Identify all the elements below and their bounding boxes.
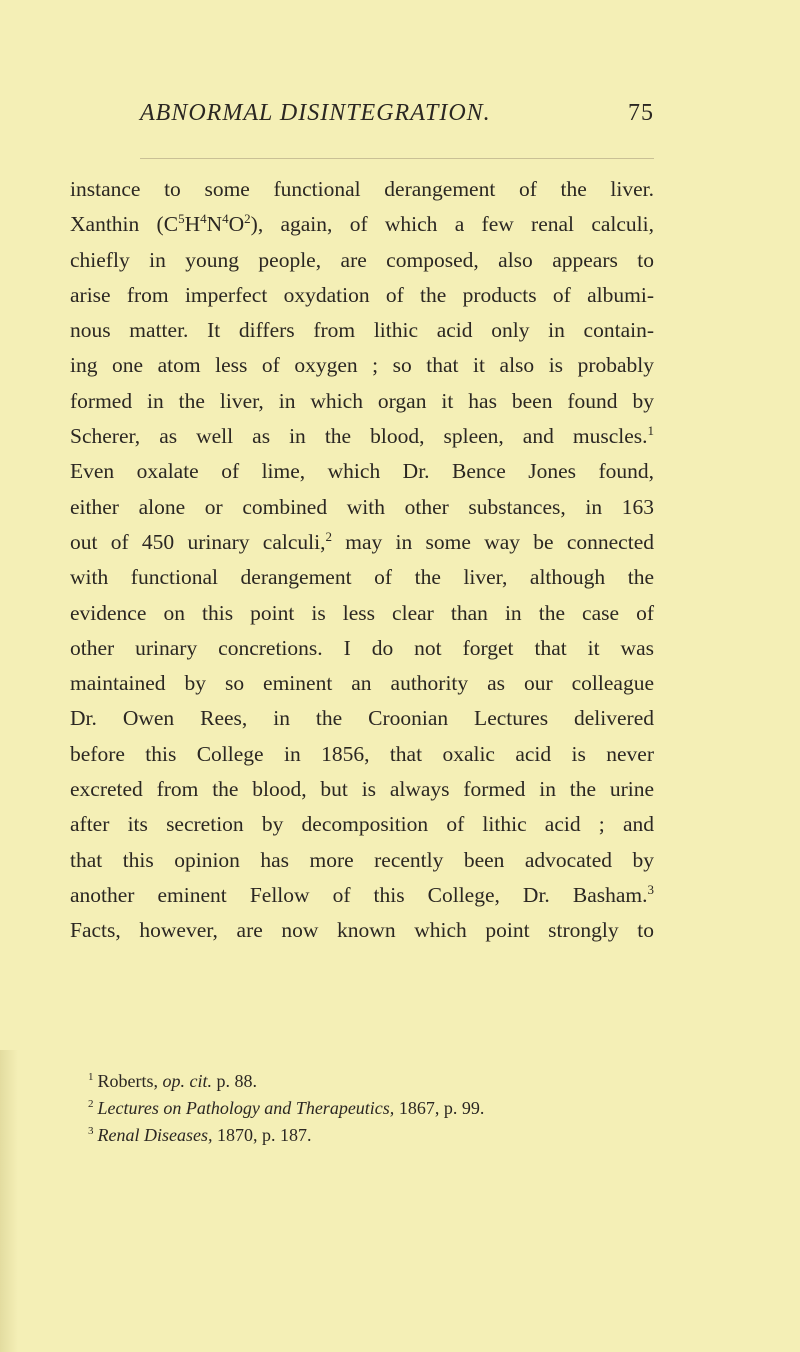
footnote-mark: 3 (88, 1125, 94, 1137)
text-line: maintained by so eminent an authority as our colleague (70, 671, 654, 696)
text-line-fnref-1: Scherer, as well as in the blood, spleen, and muscles.$^1$ (70, 423, 654, 449)
page-number: 75 (628, 100, 654, 126)
footnote-title: Lectures on Pathology and Therapeutics, (97, 1098, 395, 1118)
footnote-mark: 2 (88, 1098, 94, 1110)
text-line: arise from imperfect oxydation of the products of albumi- (70, 282, 654, 307)
text-line-formula: Xanthin $(C^5H^4N^4O^2)$, again, of which a few renal calculi, (70, 211, 654, 237)
text-line: after its secretion by decomposition of lithic acid ; and (70, 812, 654, 837)
text-line: nous matter. It differs from lithic acid only in contain- (70, 318, 654, 343)
text-line: Dr. Owen Rees, in the Croonian Lectures delivered (70, 706, 654, 731)
text-line: either alone or combined with other substances, in 163 (70, 494, 654, 519)
text-line-fnref-2: out of 450 urinary calculi,$^2$ may in some way be connected (70, 528, 654, 554)
text-line: other urinary concretions. I do not forget that it was (70, 635, 654, 660)
footnote-mark: 1 (88, 1071, 94, 1083)
text-line: ing one atom less of oxygen ; so that it also is probably (70, 353, 654, 378)
text-line: with functional derangement of the liver, although the (70, 565, 654, 590)
text-line: before this College in 1856, that oxalic acid is never (70, 741, 654, 766)
text-line-fnref-3: another eminent Fellow of this College, Dr. Basham.$^3$ (70, 881, 654, 907)
footnote-3 (88, 1122, 648, 1149)
footnote-title: Renal Diseases, (97, 1125, 213, 1145)
text-line: instance to some functional derangement of the liver. (70, 177, 654, 201)
header-rule (140, 158, 654, 159)
footnote-citation: p. 88. (216, 1071, 257, 1091)
footnote-2 (88, 1095, 648, 1122)
footnote-citation: 1867, p. 99. (398, 1098, 485, 1118)
text-line: excreted from the blood, but is always formed in the urine (70, 777, 654, 802)
footnote-author: Roberts, (97, 1071, 158, 1091)
text-line: formed in the liver, in which organ it has been found by (70, 388, 654, 413)
footnote-title: op. cit. (162, 1071, 212, 1091)
text-line: Facts, however, are now known which point strongly to (70, 918, 654, 943)
text-line: evidence on this point is less clear than in the case of (70, 600, 654, 625)
footnote-citation: 1870, p. 187. (216, 1125, 312, 1145)
text-line: Even oxalate of lime, which Dr. Bence Jones found, (70, 459, 654, 484)
body-text (70, 172, 654, 949)
running-title: ABNORMAL DISINTEGRATION. (140, 100, 491, 126)
text-line: that this opinion has more recently been advocated by (70, 847, 654, 872)
footnote-1 (88, 1068, 648, 1095)
page-edge-shadow (0, 1050, 18, 1352)
text-line: chiefly in young people, are composed, also appears to (70, 247, 654, 272)
footnotes (88, 1068, 648, 1149)
